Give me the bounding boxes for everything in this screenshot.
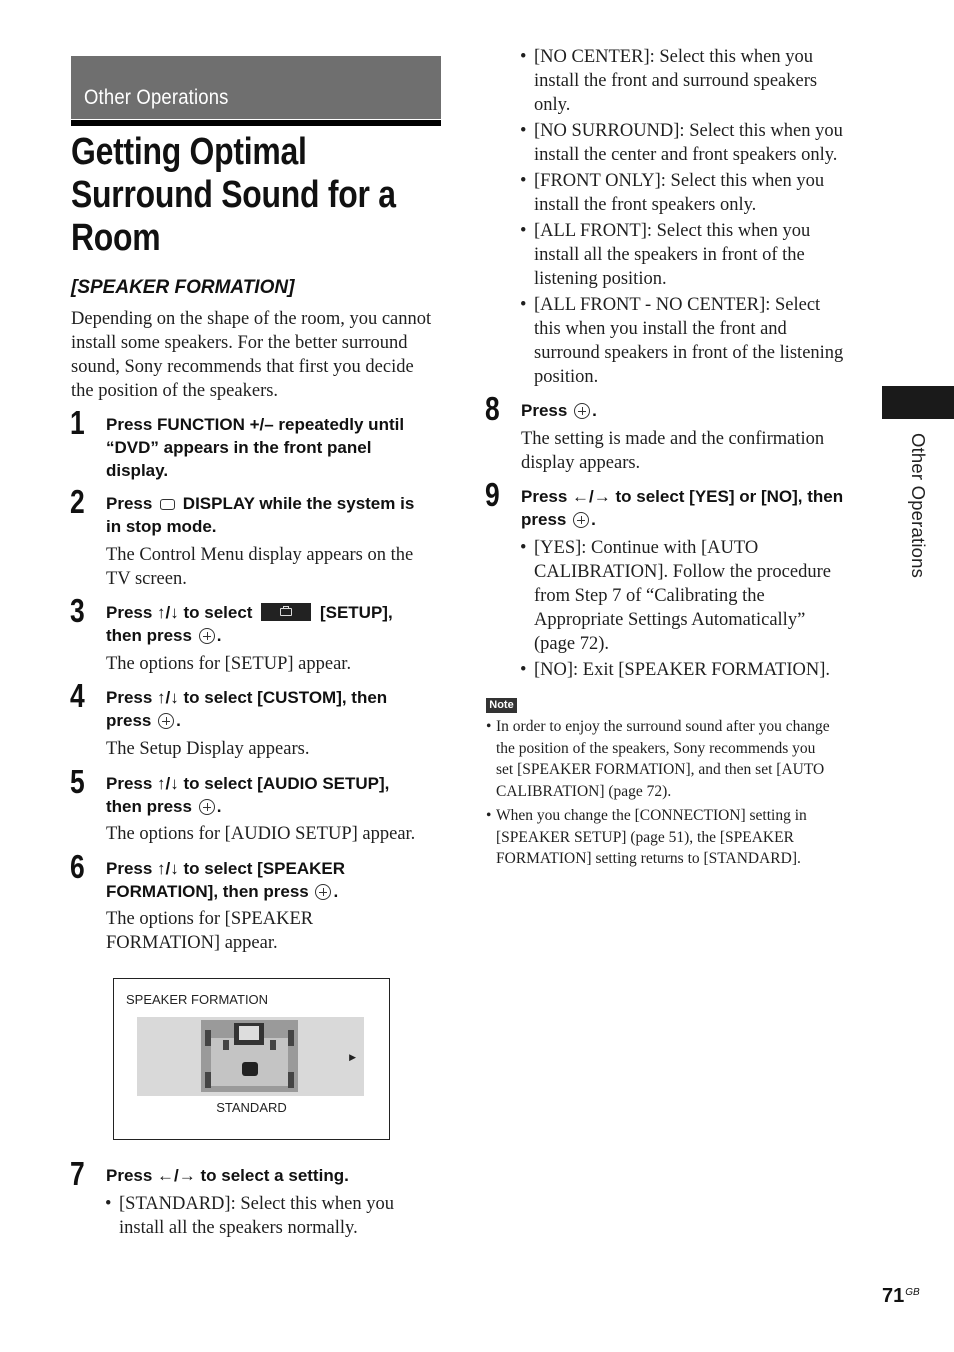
step-number: 6 [70,848,85,885]
title-line: Room [71,217,161,259]
step-number: 5 [70,763,85,800]
enter-button-icon [158,713,174,729]
enter-button-icon [315,884,331,900]
step7-options-list-continued [520,45,843,389]
intro-paragraph: Depending on the shape of the room, you cannot install some speakers. For the better surround sound, Sony recommends that first you decide the position of the speakers. [71,309,432,401]
display-button-icon [160,499,175,510]
list-item: • [NO]: Exit [SPEAKER FORMATION]. [520,658,831,682]
step-number: 1 [70,404,85,441]
speaker-icon [270,1040,276,1050]
speaker-icon [288,1030,294,1046]
step-result: The Control Menu display appears on the TV screen. [106,545,414,589]
list-item: • [NO CENTER]: Select this when you install the front and surround speakers only. [520,45,843,117]
step-instruction: Press ↑/↓ to select [AUDIO SETUP], then press . [106,774,390,816]
step-instruction: Press DISPLAY while the system is in stop mode. [106,494,415,536]
chapter-tab [882,386,954,419]
step-number: 9 [485,476,500,513]
step-instruction: Press ↑/↓ to select [SETUP], then press . [106,603,393,645]
step-instruction: Press ↑/↓ to select [SPEAKER FORMATION], then press . [106,859,346,901]
page-number: $71^{GB}$ [882,1285,920,1307]
step-result: The options for [SETUP] appear. [106,654,352,674]
title-line: Getting Optimal [71,131,307,173]
note-item: • In order to enjoy the surround sound after you change the position of the speakers, Sony recommends you set [SPEAKER FORMATION], and then set [AUTO CALIBRATION] (page 72). [486,716,830,802]
title-line: Surround Sound for a [71,174,396,216]
step7-options-list [105,1192,394,1240]
section-title: Other Operations [84,86,229,109]
chapter-side-label: Other Operations [908,433,929,579]
step-number: 4 [70,677,85,714]
enter-button-icon [199,628,215,644]
note-item: • When you change the [CONNECTION] setting in [SPEAKER SETUP] (page 51), the [SPEAKER FORMATION] setting returns to [STANDARD]. [486,805,830,870]
list-item: • [ALL FRONT]: Select this when you install all the speakers in front of the listening position. [520,219,843,291]
step9-options-list [520,536,831,682]
speaker-icon [223,1040,229,1050]
note-tag: Note [486,698,517,713]
enter-button-icon [574,403,590,419]
speaker-formation-screen [113,978,390,1140]
list-item: • [FRONT ONLY]: Select this when you install the front speakers only. [520,169,843,217]
enter-button-icon [199,799,215,815]
step-result: The setting is made and the confirmation display appears. [521,429,825,473]
list-item: • [ALL FRONT - NO CENTER]: Select this when you install the front and surround speakers in front of the listening position. [520,293,843,389]
step-number: 7 [70,1155,85,1192]
speaker-icon [205,1072,211,1088]
page-title [71,131,396,260]
setup-toolbox-icon [261,603,311,621]
step-result: The options for [SPEAKER FORMATION] appear. [106,909,314,953]
speaker-icon [205,1030,211,1046]
step-result: The options for [AUDIO SETUP] appear. [106,824,416,844]
list-item: • [YES]: Continue with [AUTO CALIBRATION]. Follow the procedure from Step 7 of “Calibrating the Appropriate Settings Automatically” (page 72). [520,536,831,656]
listener-icon [242,1062,258,1076]
formation-label: STANDARD [216,1100,287,1115]
list-item: • [NO SURROUND]: Select this when you install the center and front speakers only. [520,119,843,167]
enter-button-icon [573,512,589,528]
banner-rule [71,120,441,126]
subheading: [SPEAKER FORMATION] [71,277,295,298]
step-instruction: Press ↑/↓ to select [CUSTOM], then press . [106,688,388,730]
step-instruction: Press FUNCTION +/– repeatedly until “DVD” appears in the front panel display. [106,415,405,480]
section-banner [71,56,441,119]
step-number: 8 [485,390,500,427]
step-number: 2 [70,483,85,520]
step-number: 3 [70,592,85,629]
step-instruction: Press ←/→ to select [YES] or [NO], then press . [521,487,844,529]
step-instruction: Press ←/→ to select a setting. [106,1166,349,1185]
speaker-icon [288,1072,294,1088]
right-arrow-icon: ▶ [349,1053,356,1063]
step-result: The Setup Display appears. [106,739,310,759]
list-item: • [STANDARD]: Select this when you install all the speakers normally. [105,1192,394,1240]
speaker-layout-panel [137,1017,364,1096]
room-diagram [201,1020,298,1092]
step-instruction: Press . [521,401,597,420]
screen-title: SPEAKER FORMATION [126,992,269,1007]
notes-list [486,716,830,870]
